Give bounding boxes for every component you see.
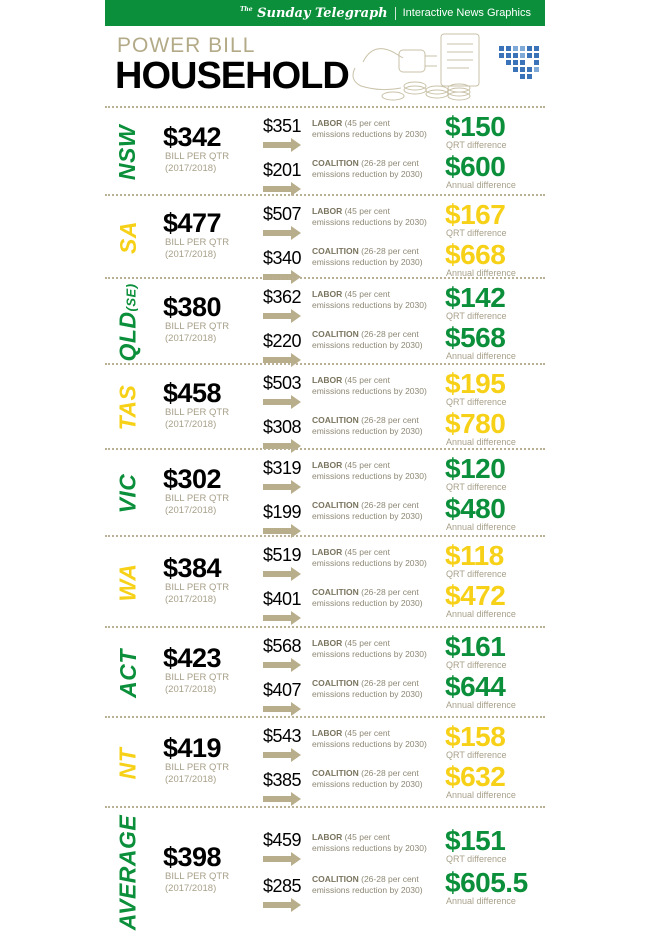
annual-difference: $568: [445, 322, 506, 353]
option-note: [312, 638, 427, 660]
coalition-price: $308: [263, 417, 302, 437]
option-note: [312, 874, 427, 896]
bill-year-label: (2017/2018): [165, 593, 217, 605]
bill-per-qtr-label: [165, 321, 255, 345]
labor-price: $319: [263, 458, 302, 478]
option-name: LABOR: [312, 375, 343, 385]
arrow-right-icon: [263, 611, 301, 625]
qtr-difference: $167: [445, 199, 506, 230]
coalition-price: $340: [263, 248, 302, 268]
annual-difference: $472: [445, 580, 506, 611]
option-detail: (26-28 per cent emissions reduction by 2030): [312, 158, 423, 179]
qtr-difference-label: QRT difference: [446, 750, 507, 760]
qtr-difference: $120: [445, 453, 506, 484]
option-name: COALITION: [312, 158, 359, 168]
annual-difference: $780: [445, 408, 506, 439]
region-row-nt: [105, 718, 545, 808]
arrow-right-icon: [263, 138, 301, 152]
annual-difference-label: Annual difference: [446, 522, 516, 532]
graphics-logo-icon: [497, 44, 541, 88]
annual-difference: $644: [445, 671, 506, 702]
state-label: [115, 808, 141, 936]
bill-period-label: BILL PER QTR: [165, 406, 230, 418]
brand-name: Sunday Telegraph: [257, 5, 388, 21]
qtr-difference: $195: [445, 368, 506, 399]
kicker: POWER BILL: [117, 34, 256, 57]
state-label: [115, 628, 141, 718]
bill-per-qtr: $477: [163, 207, 222, 238]
bill-per-qtr: $423: [163, 643, 222, 673]
option-detail: (45 per cent emissions reductions by 2030): [312, 832, 427, 853]
option-detail: (45 per cent emissions reductions by 2030): [312, 547, 427, 568]
option-detail: (45 per cent emissions reductions by 2030): [312, 206, 427, 227]
region-row-tas: [105, 365, 545, 450]
labor-price: $459: [263, 830, 302, 850]
bill-per-qtr-label: [165, 871, 255, 895]
bill-per-qtr: $458: [163, 377, 222, 408]
option-detail: (26-28 per cent emissions reduction by 2030): [312, 768, 423, 789]
state-name: VIC: [114, 473, 141, 514]
coalition-price: $201: [263, 160, 302, 180]
option-detail: (26-28 per cent emissions reduction by 2030): [312, 678, 423, 699]
option-note: [312, 768, 427, 790]
qtr-difference-label: QRT difference: [446, 311, 507, 321]
masthead-divider: [395, 7, 396, 20]
bill-per-qtr-label: [165, 493, 255, 517]
annual-difference-label: Annual difference: [446, 790, 516, 800]
qtr-difference: $142: [445, 282, 506, 313]
arrow-right-icon: [263, 852, 301, 866]
qtr-difference-label: QRT difference: [446, 482, 507, 492]
option-note: [312, 500, 427, 522]
option-name: COALITION: [312, 678, 359, 688]
option-detail: (45 per cent emissions reductions by 2030): [312, 638, 427, 659]
qtr-difference-label: QRT difference: [446, 660, 507, 670]
bill-per-qtr-label: [165, 762, 255, 786]
annual-difference-label: Annual difference: [446, 437, 516, 447]
bill-per-qtr: $419: [163, 733, 222, 763]
masthead-bar: [105, 0, 545, 26]
region-row-wa: [105, 537, 545, 628]
region-row-vic: [105, 450, 545, 537]
option-name: LABOR: [312, 728, 343, 738]
bill-per-qtr-label: [165, 582, 255, 606]
qtr-difference: $151: [445, 825, 506, 856]
arrow-right-icon: [263, 480, 301, 494]
option-note: [312, 246, 427, 268]
bill-year-label: (2017/2018): [165, 333, 217, 344]
bill-per-qtr: $384: [163, 552, 222, 583]
region-row-average: [105, 808, 545, 936]
option-note: [312, 547, 427, 569]
annual-difference-label: Annual difference: [446, 896, 516, 906]
bill-per-qtr-label: [165, 407, 255, 431]
arrow-right-icon: [263, 748, 301, 762]
option-note: [312, 460, 427, 482]
bill-per-qtr-label: [165, 672, 255, 696]
bill-period-label: BILL PER QTR: [165, 236, 230, 248]
option-name: LABOR: [312, 638, 343, 648]
annual-difference: $480: [445, 493, 506, 524]
coalition-price: $220: [263, 331, 302, 351]
option-note: [312, 415, 427, 437]
bill-year-label: (2017/2018): [165, 883, 217, 894]
power-plug-coins-illustration: [345, 28, 500, 106]
qtr-difference: $161: [445, 631, 506, 662]
qtr-difference-label: QRT difference: [446, 569, 507, 579]
bill-year-label: (2017/2018): [165, 248, 217, 260]
labor-price: $507: [263, 204, 302, 224]
qtr-difference: $158: [445, 721, 506, 752]
arrow-right-icon: [263, 702, 301, 716]
bill-year-label: (2017/2018): [165, 504, 217, 516]
option-name: COALITION: [312, 587, 359, 597]
qtr-difference: $118: [445, 540, 504, 571]
arrow-right-icon: [263, 792, 301, 806]
coalition-price: $385: [263, 770, 302, 790]
page-title: HOUSEHOLD: [115, 55, 349, 97]
coalition-price: $407: [263, 680, 302, 700]
option-detail: (26-28 per cent emissions reduction by 2030): [312, 246, 423, 267]
qtr-difference: $150: [445, 111, 506, 142]
option-name: LABOR: [312, 118, 343, 128]
option-note: [312, 206, 427, 228]
qtr-difference-label: QRT difference: [446, 228, 507, 238]
option-detail: (26-28 per cent emissions reduction by 2030): [312, 329, 423, 350]
option-name: COALITION: [312, 246, 359, 256]
labor-price: $568: [263, 636, 302, 656]
state-label: [115, 279, 141, 365]
option-name: COALITION: [312, 500, 359, 510]
option-note: [312, 832, 427, 854]
bill-per-qtr: $302: [163, 463, 222, 494]
state-name: WA: [114, 563, 141, 602]
state-label: [115, 537, 141, 628]
labor-price: $503: [263, 373, 302, 393]
bill-per-qtr: $342: [163, 122, 222, 152]
state-name: NT: [114, 747, 141, 779]
bill-per-qtr-label: [165, 237, 255, 261]
bill-year-label: (2017/2018): [165, 774, 217, 785]
state-label: [115, 450, 141, 537]
annual-difference: $632: [445, 761, 506, 792]
arrow-right-icon: [263, 567, 301, 581]
option-name: LABOR: [312, 460, 343, 470]
bill-year-label: (2017/2018): [165, 163, 217, 174]
annual-difference-label: Annual difference: [446, 180, 516, 190]
option-detail: (26-28 per cent emissions reduction by 2030): [312, 500, 423, 521]
option-note: [312, 587, 427, 609]
option-detail: (26-28 per cent emissions reduction by 2030): [312, 587, 423, 608]
region-row-qld: [105, 279, 545, 365]
state-name: SA: [114, 221, 141, 254]
annual-difference-label: Annual difference: [446, 268, 516, 278]
region-row-act: [105, 628, 545, 718]
bill-per-qtr-label: [165, 151, 255, 175]
coalition-price: $285: [263, 876, 302, 896]
option-name: COALITION: [312, 768, 359, 778]
state-label: [115, 365, 141, 450]
bill-per-qtr: $398: [163, 842, 222, 872]
annual-difference-label: Annual difference: [446, 700, 516, 710]
state-name: AVERAGE: [114, 814, 141, 930]
arrow-right-icon: [263, 658, 301, 672]
section-name[interactable]: Interactive News Graphics: [402, 7, 531, 19]
brand-prefix: The: [239, 5, 253, 13]
region-row-nsw: [105, 108, 545, 196]
option-detail: (26-28 per cent emissions reduction by 2030): [312, 415, 423, 436]
option-detail: (26-28 per cent emissions reduction by 2030): [312, 874, 423, 895]
state-name: QLD(SE): [114, 282, 141, 362]
annual-difference: $668: [445, 239, 506, 270]
option-note: [312, 289, 427, 311]
option-detail: (45 per cent emissions reductions by 2030): [312, 375, 427, 396]
arrow-right-icon: [263, 395, 301, 409]
option-note: [312, 728, 427, 750]
labor-price: $519: [263, 545, 302, 565]
annual-difference: $605.5: [445, 867, 528, 898]
option-name: LABOR: [312, 547, 343, 557]
option-detail: (45 per cent emissions reductions by 2030): [312, 118, 427, 139]
labor-price: $351: [263, 116, 302, 136]
region-row-sa: [105, 196, 545, 279]
labor-price: $543: [263, 726, 302, 746]
arrow-right-icon: [263, 226, 301, 240]
state-name: NSW: [114, 124, 141, 180]
option-name: LABOR: [312, 206, 343, 216]
option-detail: (45 per cent emissions reductions by 2030): [312, 289, 427, 310]
bill-period-label: BILL PER QTR: [165, 321, 230, 332]
bill-period-label: BILL PER QTR: [165, 581, 230, 593]
option-detail: (45 per cent emissions reductions by 2030): [312, 728, 427, 749]
qtr-difference-label: QRT difference: [446, 140, 507, 150]
annual-difference-label: Annual difference: [446, 609, 516, 619]
bill-period-label: BILL PER QTR: [165, 492, 230, 504]
option-note: [312, 158, 427, 180]
annual-difference-label: Annual difference: [446, 351, 516, 361]
bill-period-label: BILL PER QTR: [165, 871, 230, 882]
option-note: [312, 375, 427, 397]
arrow-right-icon: [263, 898, 301, 912]
bill-year-label: (2017/2018): [165, 684, 217, 695]
option-detail: (45 per cent emissions reductions by 2030): [312, 460, 427, 481]
state-label: [115, 108, 141, 196]
option-note: [312, 118, 427, 140]
option-name: COALITION: [312, 415, 359, 425]
state-name: TAS: [114, 384, 141, 431]
state-label: [115, 196, 141, 279]
option-note: [312, 678, 427, 700]
bill-period-label: BILL PER QTR: [165, 151, 230, 162]
option-name: COALITION: [312, 874, 359, 884]
qtr-difference-label: QRT difference: [446, 854, 507, 864]
state-suffix: (SE): [123, 282, 139, 311]
labor-price: $362: [263, 287, 302, 307]
bill-per-qtr: $380: [163, 292, 222, 322]
option-name: LABOR: [312, 832, 343, 842]
option-name: LABOR: [312, 289, 343, 299]
bill-period-label: BILL PER QTR: [165, 672, 230, 683]
state-name: ACT: [114, 648, 141, 698]
option-note: [312, 329, 427, 351]
infographic: [105, 0, 545, 940]
bill-year-label: (2017/2018): [165, 418, 217, 430]
option-name: COALITION: [312, 329, 359, 339]
annual-difference: $600: [445, 151, 506, 182]
brand-logo[interactable]: [240, 6, 388, 21]
arrow-right-icon: [263, 309, 301, 323]
qtr-difference-label: QRT difference: [446, 397, 507, 407]
coalition-price: $199: [263, 502, 302, 522]
state-label: [115, 718, 141, 808]
bill-period-label: BILL PER QTR: [165, 762, 230, 773]
coalition-price: $401: [263, 589, 302, 609]
